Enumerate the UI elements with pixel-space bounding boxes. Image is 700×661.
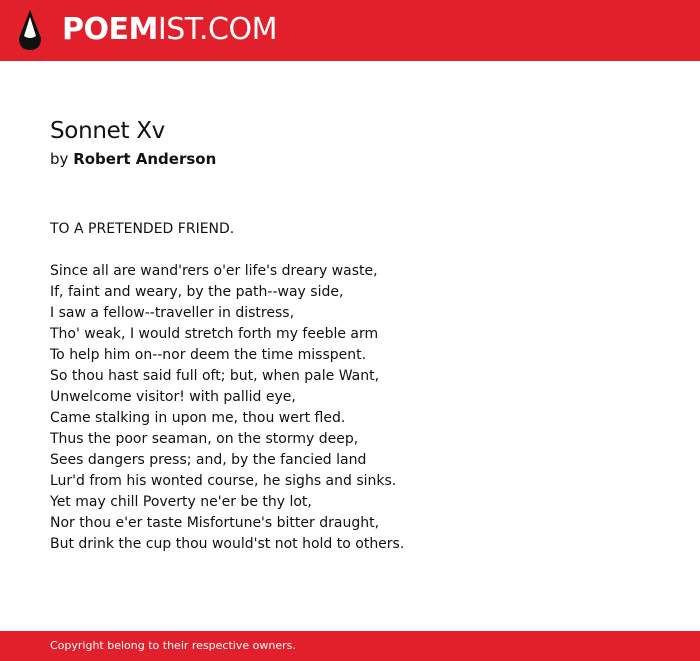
logo-text-strong: POEM — [62, 12, 158, 47]
poem-line: Thus the poor seaman, on the stormy deep, — [50, 431, 359, 447]
poem-title: Sonnet Xv — [50, 118, 165, 144]
poem-line: Since all are wand'rers o'er life's dreary waste, — [50, 263, 378, 279]
site-footer — [0, 631, 700, 661]
poem-line: To help him on--nor deem the time misspent. — [50, 347, 367, 363]
poem-line: Sees dangers press; and, by the fancied land — [50, 452, 367, 468]
poem-line: I saw a fellow--traveller in distress, — [50, 305, 295, 321]
poem-line: Nor thou e'er taste Misfortune's bitter draught, — [50, 515, 380, 531]
logo-text-light: IST.COM — [157, 12, 277, 47]
poem-line: Came stalking in upon me, thou wert fled. — [50, 410, 346, 426]
poem-line: Tho' weak, I would stretch forth my feeble arm — [50, 326, 379, 342]
poem-lines — [50, 261, 404, 555]
poem-line: Unwelcome visitor! with pallid eye, — [50, 389, 296, 405]
poem-line: Lur'd from his wonted course, he sighs and sinks. — [50, 473, 397, 489]
poem-body — [50, 219, 404, 555]
poem-dedication: TO A PRETENDED FRIEND. — [50, 221, 235, 237]
poem-line: Yet may chill Poverty ne'er be thy lot, — [50, 494, 312, 510]
by-label: by — [50, 150, 69, 168]
poem-line: If, faint and weary, by the path--way side, — [50, 284, 344, 300]
copyright-text: Copyright belong to their respective owners. — [50, 639, 296, 652]
site-logo[interactable] — [62, 11, 277, 49]
poem-line: But drink the cup thou would'st not hold to others. — [50, 536, 405, 552]
stanza-gap — [50, 240, 404, 261]
author-name: Robert Anderson — [73, 150, 217, 168]
byline — [50, 149, 216, 169]
site-header — [0, 0, 700, 61]
pencil-tip-icon[interactable] — [17, 9, 43, 51]
poem-line: So thou hast said full oft; but, when pale Want, — [50, 368, 380, 384]
